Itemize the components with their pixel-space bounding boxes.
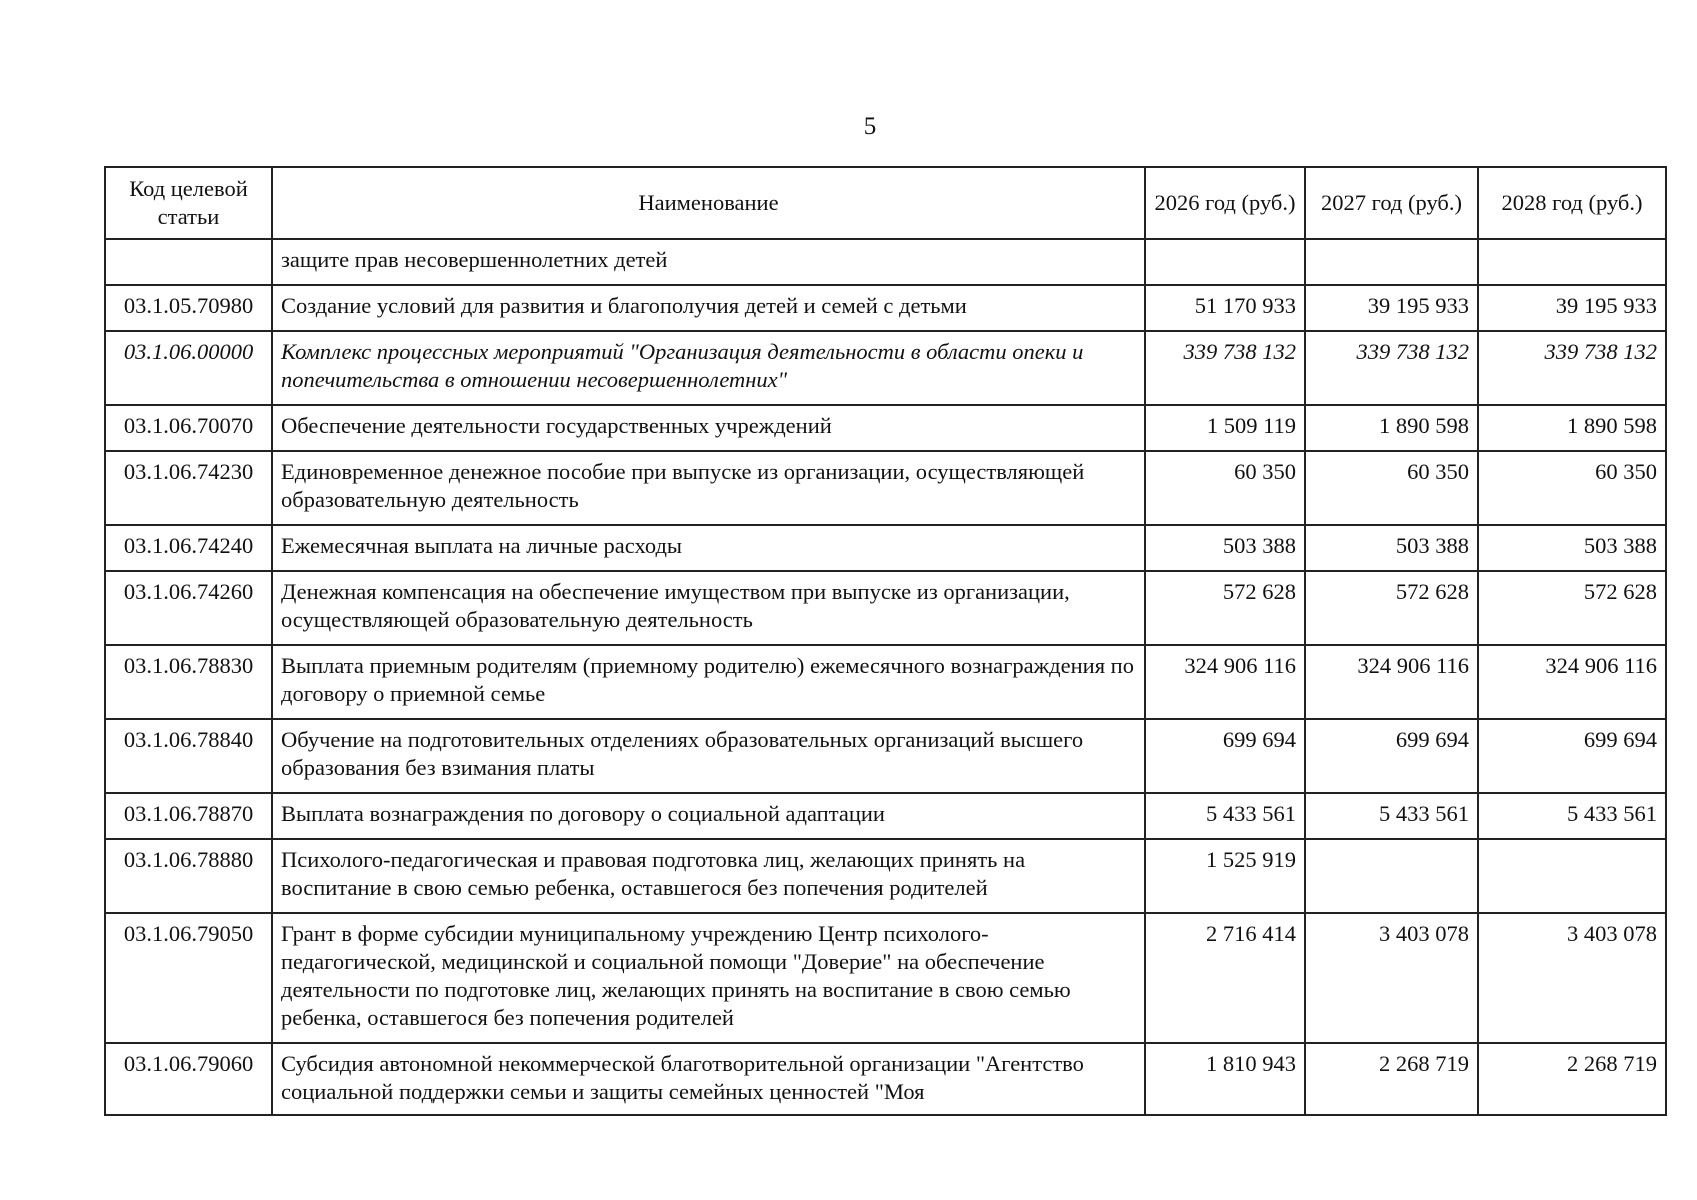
row-value-2027: 339 738 132 [1305,331,1478,405]
row-code: 03.1.06.78870 [105,793,272,839]
row-value-2028: 339 738 132 [1478,331,1666,405]
row-name: Ежемесячная выплата на личные расходы [272,525,1145,571]
row-value-2027: 572 628 [1305,571,1478,645]
row-code: 03.1.06.74230 [105,451,272,525]
header-name: Наименование [272,167,1145,239]
row-value-2028: 572 628 [1478,571,1666,645]
table-row [105,793,1666,839]
header-2027: 2027 год (руб.) [1305,167,1478,239]
row-value-2026: 51 170 933 [1145,285,1305,331]
row-value-2026: 5 433 561 [1145,793,1305,839]
row-value-2026: 1 810 943 [1145,1043,1305,1115]
row-value-2026: 1 525 919 [1145,839,1305,913]
row-value-2028: 324 906 116 [1478,645,1666,719]
row-value-2026: 339 738 132 [1145,331,1305,405]
table-row [105,525,1666,571]
row-value-2028: 39 195 933 [1478,285,1666,331]
table-row [105,331,1666,405]
header-2028: 2028 год (руб.) [1478,167,1666,239]
row-value-2026 [1145,239,1305,285]
row-code [105,239,272,285]
row-value-2026: 60 350 [1145,451,1305,525]
table-header-row [105,167,1666,239]
row-value-2027: 2 268 719 [1305,1043,1478,1115]
row-value-2028: 699 694 [1478,719,1666,793]
table-row [105,239,1666,285]
table-row [105,839,1666,913]
row-value-2027: 60 350 [1305,451,1478,525]
row-value-2027: 503 388 [1305,525,1478,571]
row-value-2028: 3 403 078 [1478,913,1666,1043]
table-row [105,719,1666,793]
row-value-2028: 1 890 598 [1478,405,1666,451]
row-code: 03.1.06.74240 [105,525,272,571]
row-code: 03.1.06.70070 [105,405,272,451]
row-name: Обеспечение деятельности государственных учреждений [272,405,1145,451]
row-code: 03.1.06.78880 [105,839,272,913]
row-value-2027: 699 694 [1305,719,1478,793]
row-name: Создание условий для развития и благополучия детей и семей с детьми [272,285,1145,331]
row-value-2026: 2 716 414 [1145,913,1305,1043]
row-value-2028: 60 350 [1478,451,1666,525]
row-value-2026: 699 694 [1145,719,1305,793]
row-name: Комплекс процессных мероприятий "Организация деятельности в области опеки и попечительства в отношении несовершеннолетних" [272,331,1145,405]
header-code: Код целевой статьи [105,167,272,239]
row-value-2027: 3 403 078 [1305,913,1478,1043]
row-name: Выплата вознаграждения по договору о социальной адаптации [272,793,1145,839]
row-value-2027 [1305,239,1478,285]
header-2026: 2026 год (руб.) [1145,167,1305,239]
table-row [105,645,1666,719]
row-value-2027 [1305,839,1478,913]
row-value-2028: 503 388 [1478,525,1666,571]
row-name: защите прав несовершеннолетних детей [272,239,1145,285]
table-row [105,451,1666,525]
row-value-2026: 572 628 [1145,571,1305,645]
row-code: 03.1.06.79060 [105,1043,272,1115]
row-code: 03.1.06.79050 [105,913,272,1043]
row-name: Денежная компенсация на обеспечение имуществом при выпуске из организации, осуществляющей образовательную деятельность [272,571,1145,645]
row-name: Субсидия автономной некоммерческой благотворительной организации "Агентство социальной поддержки семьи и защиты семейных ценностей "Моя [272,1043,1145,1115]
row-value-2026: 1 509 119 [1145,405,1305,451]
budget-table [104,166,1667,1116]
row-value-2027: 324 906 116 [1305,645,1478,719]
page-number: 5 [863,113,877,140]
row-value-2028 [1478,839,1666,913]
row-value-2027: 1 890 598 [1305,405,1478,451]
row-value-2028: 5 433 561 [1478,793,1666,839]
row-value-2028: 2 268 719 [1478,1043,1666,1115]
row-value-2027: 39 195 933 [1305,285,1478,331]
row-code: 03.1.06.78830 [105,645,272,719]
table-row [105,285,1666,331]
table-row [105,571,1666,645]
row-code: 03.1.06.74260 [105,571,272,645]
row-value-2028 [1478,239,1666,285]
table-row [105,1043,1666,1115]
row-name: Выплата приемным родителям (приемному родителю) ежемесячного вознаграждения по договору о приемной семье [272,645,1145,719]
row-name: Обучение на подготовительных отделениях образовательных организаций высшего образования без взимания платы [272,719,1145,793]
row-code: 03.1.06.78840 [105,719,272,793]
row-value-2026: 503 388 [1145,525,1305,571]
row-name: Единовременное денежное пособие при выпуске из организации, осуществляющей образовательную деятельность [272,451,1145,525]
row-value-2027: 5 433 561 [1305,793,1478,839]
row-name: Грант в форме субсидии муниципальному учреждению Центр психолого-педагогической, медицинской и социальной помощи "Доверие" на обеспечение деятельности по подготовке лиц, желающих принять на воспитание в свою семью ребенка, оставшегося без попечения родителей [272,913,1145,1043]
table-row [105,405,1666,451]
row-name: Психолого-педагогическая и правовая подготовка лиц, желающих принять на воспитание в свою семью ребенка, оставшегося без попечения родителей [272,839,1145,913]
table-row [105,913,1666,1043]
row-code: 03.1.05.70980 [105,285,272,331]
row-value-2026: 324 906 116 [1145,645,1305,719]
row-code: 03.1.06.00000 [105,331,272,405]
